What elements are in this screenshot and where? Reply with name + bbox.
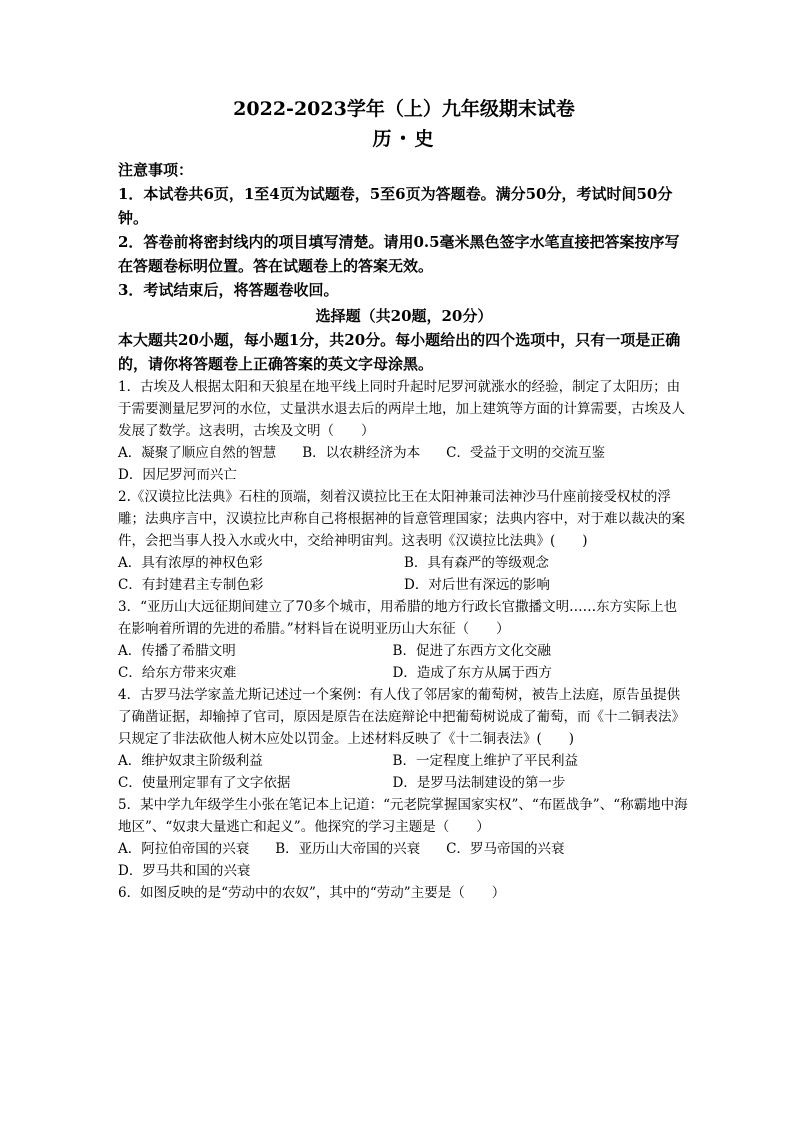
option-d: D．造成了东方从属于西方 [392,665,552,681]
option-a: A．凝聚了顺应自然的智慧 [118,445,277,461]
option-b: B．一定程度上维护了平民利益 [392,753,578,769]
notice-item-1: 1．本试卷共6页，1至4页为试题卷，5至6页为答题卷。满分50分，考试时间50分钟。 [118,185,673,227]
option-d: D．罗马共和国的兴衰 [118,863,251,879]
option-b: B．亚历山大帝国的兴衰 [275,841,421,857]
question-stem: 4．古罗马法学家盖尤斯记述过一个案例：有人伐了邻居家的葡萄树，被告上法庭，原告虽提供了确凿证据，却输掉了官司，原因是原告在法庭辩论中把葡萄树说成了葡萄，而《十二铜表法》只规定了非法砍他人树木应处以罚金。上述材料反映了《十二铜表法》( ) [118,687,685,747]
option-b: B．具有森严的等级观念 [404,555,549,571]
option-d: D．对后世有深远的影响 [404,577,550,593]
question-6 [118,882,690,904]
notice-item-2: 2．答卷前将密封线内的项目填写清楚。请用0.5毫米黑色签字水笔直接把答案按序写在答题卷标明位置。答在试题卷上的答案无效。 [118,233,680,275]
notice-heading: 注意事项： [118,161,194,179]
question-options [118,640,690,684]
section-instructions: 本大题共20小题，每小题1分，共20分。每小题给出的四个选项中，只有一项是正确的，请你将答题卷上正确答案的英文字母涂黑。 [118,331,681,373]
option-c: C．罗马帝国的兴衰 [446,841,565,857]
option-a: A．维护奴隶主阶级利益 [118,753,263,769]
question-options [118,838,690,882]
option-b: B．促进了东西方文化交融 [392,643,551,659]
question-options [118,750,690,794]
question-stem: 2.《汉谟拉比法典》石柱的顶端，刻着汉谟拉比王在太阳神兼司法神沙马什座前接受权杖的浮雕；法典序言中，汉谟拉比声称自己将根据神的旨意管理国家；法典内容中，对于难以裁决的案件，会把当事人投入水或火中，交给神明宙判。这表明《汉谟拉比法典》( ) [118,489,685,549]
option-c: C．受益于文明的交流互鉴 [446,445,606,461]
option-a: A．阿拉伯帝国的兴衰 [118,841,250,857]
question-2 [118,486,690,596]
question-3 [118,596,690,684]
option-c: C．有封建君主专制色彩 [118,577,264,593]
option-a: A．具有浓厚的神权色彩 [118,555,263,571]
question-5 [118,794,690,882]
option-b: B．以农耕经济为本 [302,445,421,461]
question-options [118,442,690,486]
question-stem: 1．古埃及人根据太阳和天狼星在地平线上同时升起时尼罗河就涨水的经验，制定了太阳历；由于需要测量尼罗河的水位，丈量洪水退去后的两岸土地，加上建筑等方面的计算需要，古埃及人发展了数学。这表明，古埃及文明（ ） [118,379,685,439]
option-c: C．给东方带来灾难 [118,665,237,681]
option-d: D．因尼罗河而兴亡 [118,467,237,483]
question-stem: 6．如图反映的是“劳动中的农奴”，其中的“劳动”主要是（ ） [118,885,506,901]
question-1 [118,376,690,486]
exam-title: 2022-2023学年（上）九年级期末试卷 [233,98,575,120]
option-c: C．使量刑定罪有了文字依据 [118,775,291,791]
notice-item-3: 3．考试结束后，将答题卷收回。 [118,281,339,299]
exam-page [118,96,690,904]
exam-subject: 历・史 [372,128,436,150]
question-stem: 3．“亚历山大远征期间建立了70多个城市，用希腊的地方行政长官撒播文明……东方实际上也在影响着所谓的先进的希腊。”材料旨在说明亚历山大东征（ ） [118,599,678,637]
section-title: 选择题（共20题，20分） [315,307,493,325]
question-4 [118,684,690,794]
option-a: A．传播了希腊文明 [118,643,236,659]
option-d: D．是罗马法制建设的第一步 [392,775,566,791]
question-stem: 5．某中学九年级学生小张在笔记本上记道：“元老院掌握国家实权”、“布匿战争”、“称霸地中海地区”、“奴隶大量逃亡和起义”。他探究的学习主题是（ ） [118,797,688,835]
question-options [118,552,690,596]
